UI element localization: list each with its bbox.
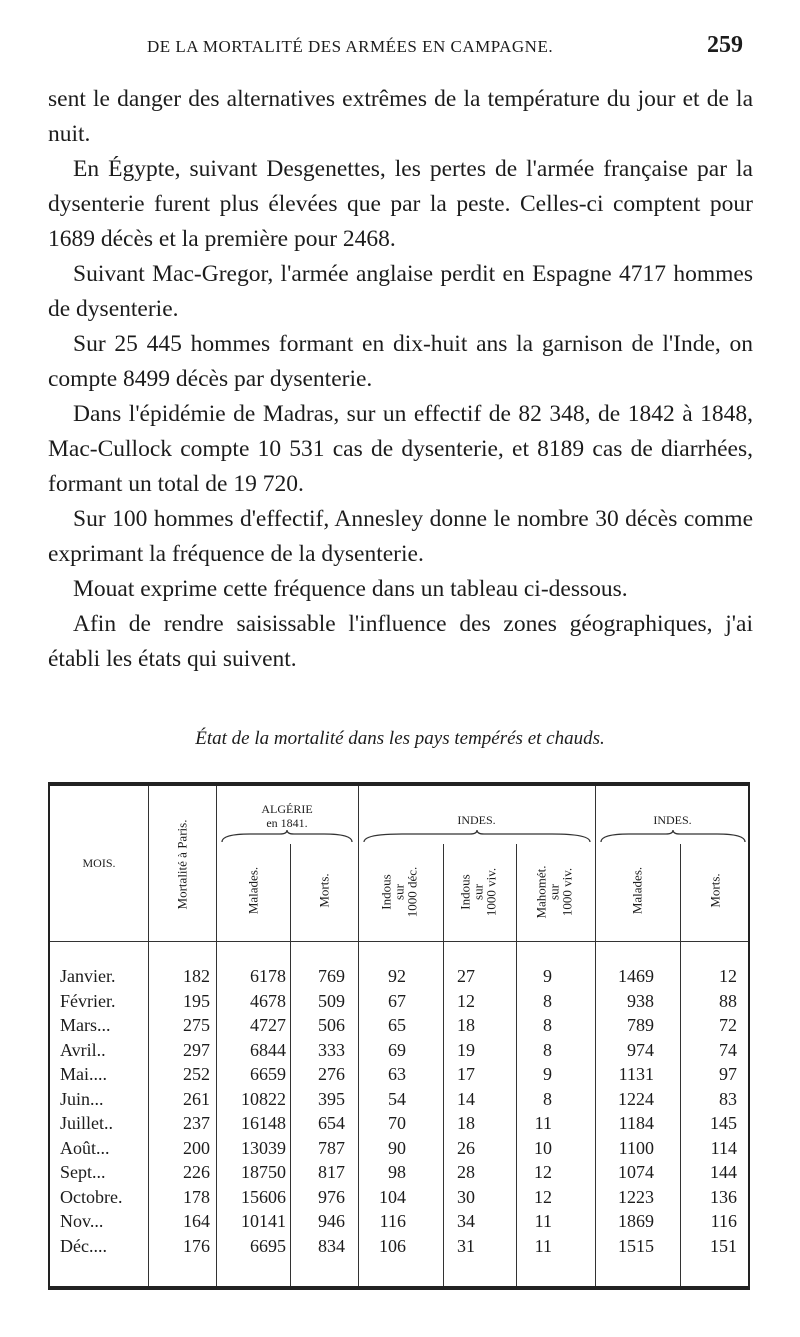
alg-morts-cell: 276 — [318, 1064, 345, 1084]
paris-cell: 226 — [183, 1162, 210, 1182]
header-line: 1000 viv. — [483, 867, 499, 917]
alg-malades-cell: 4678 — [250, 990, 286, 1011]
paris-cell: 176 — [183, 1235, 210, 1256]
indous-viv-cell: 17 — [457, 1064, 475, 1084]
mahomet-viv-cell: 11 — [534, 1235, 552, 1256]
header-line: Indous — [378, 874, 394, 910]
paragraph: Sur 25 445 hommes formant en dix-huit ans la garnison de l'Inde, on compte 8499 décès par dysenterie. — [48, 331, 753, 392]
alg-morts-cell: 769 — [318, 966, 345, 986]
alg-malades-cell: 10822 — [241, 1088, 286, 1109]
brace-icon — [599, 830, 747, 844]
header-line: 1000 déc. — [404, 866, 420, 918]
alg-morts-cell: 506 — [318, 1015, 345, 1035]
indes-malades-header: Malades. — [629, 866, 645, 915]
alg-malades-cell: 6178 — [250, 966, 286, 986]
mois-header: MOIS. — [82, 856, 116, 870]
indous-viv-cell: 19 — [457, 1039, 475, 1060]
alg-malades-cell: 4727 — [250, 1015, 286, 1035]
indes-morts-cell: 12 — [719, 966, 737, 986]
indous-dec-cell: 69 — [388, 1039, 406, 1060]
header-line: sur — [470, 884, 486, 900]
algerie-header — [216, 802, 358, 830]
indes-header-1: INDES. — [457, 813, 496, 827]
header-line: Indous — [457, 874, 473, 910]
month-cell: Janvier. — [60, 966, 116, 986]
mahomet-viv-cell: 8 — [543, 1015, 552, 1035]
month-cell: Février. — [60, 990, 116, 1011]
alg-morts-cell: 509 — [318, 990, 345, 1011]
table-row — [50, 1136, 748, 1160]
mahomet-viv-cell: 12 — [534, 1186, 552, 1207]
table-row — [50, 1111, 748, 1135]
header-line: Mahomét. — [533, 865, 549, 919]
mahomet-viv-header — [535, 850, 577, 935]
table-row — [50, 1038, 748, 1062]
indous-dec-header — [380, 850, 422, 935]
indes-malades-cell: 1223 — [618, 1186, 654, 1207]
paragraph: En Égypte, suivant Desgenettes, les pertes de l'armée française par la dysenterie furent plus élevées que par la peste. Celles-ci comptent pour 1689 décès et la première pour 2468. — [48, 156, 753, 252]
indes-malades-cell: 1100 — [618, 1137, 654, 1158]
mahomet-viv-cell: 11 — [534, 1211, 552, 1231]
indes-malades-cell: 1515 — [618, 1235, 654, 1256]
indous-viv-cell: 12 — [457, 990, 475, 1011]
indes-malades-cell: 1224 — [618, 1088, 654, 1109]
table-row — [50, 1087, 748, 1111]
paragraph: Mouat exprime cette fréquence dans un tableau ci-dessous. — [73, 576, 628, 602]
alg-morts-cell: 834 — [318, 1235, 345, 1256]
paris-header: Mortalité à Paris. — [174, 819, 190, 910]
mahomet-viv-cell: 9 — [543, 966, 552, 986]
mahomet-viv-cell: 12 — [534, 1162, 552, 1182]
indes-malades-cell: 1131 — [618, 1064, 654, 1084]
indous-dec-cell: 98 — [388, 1162, 406, 1182]
alg-morts-cell: 333 — [318, 1039, 345, 1060]
indous-viv-cell: 18 — [457, 1015, 475, 1035]
header-line: sur — [546, 884, 562, 900]
indous-viv-cell: 27 — [457, 966, 475, 986]
alg-morts-cell: 817 — [318, 1162, 345, 1182]
alg-malades-cell: 13039 — [241, 1137, 286, 1158]
alg-malades-cell: 6844 — [250, 1039, 286, 1060]
alg-morts-cell: 654 — [318, 1113, 345, 1133]
indes-malades-cell: 938 — [627, 990, 654, 1011]
indes-morts-cell: 74 — [719, 1039, 737, 1060]
header-line: sur — [391, 884, 407, 900]
mortality-table — [48, 782, 750, 1290]
alg-malades-cell: 16148 — [241, 1113, 286, 1133]
table-row — [50, 1209, 748, 1233]
indes-morts-cell: 83 — [719, 1088, 737, 1109]
month-cell: Juillet.. — [60, 1113, 113, 1133]
paris-cell: 237 — [183, 1113, 210, 1133]
paragraph: Suivant Mac-Gregor, l'armée anglaise perdit en Espagne 4717 hommes de dysenterie. — [48, 261, 753, 322]
mahomet-viv-cell: 8 — [543, 990, 552, 1011]
table-caption: État de la mortalité dans les pays tempérés et chauds. — [195, 728, 605, 749]
alg-malades-cell: 18750 — [241, 1162, 286, 1182]
alg-morts-cell: 946 — [318, 1211, 345, 1231]
indous-viv-header — [459, 850, 501, 935]
month-cell: Avril.. — [60, 1039, 106, 1060]
table-row — [50, 1160, 748, 1184]
indous-dec-cell: 104 — [379, 1186, 406, 1207]
paris-cell: 275 — [183, 1015, 210, 1035]
table-row — [50, 1185, 748, 1209]
month-cell: Nov... — [60, 1211, 104, 1231]
table-row — [50, 1062, 748, 1086]
alg-morts-cell: 976 — [318, 1186, 345, 1207]
paris-cell: 178 — [183, 1186, 210, 1207]
paris-cell: 164 — [183, 1211, 210, 1231]
header-rule — [50, 941, 748, 942]
paris-cell: 195 — [183, 990, 210, 1011]
month-cell: Sept... — [60, 1162, 106, 1182]
indous-dec-cell: 63 — [388, 1064, 406, 1084]
indes-malades-cell: 974 — [627, 1039, 654, 1060]
table-row — [50, 1234, 748, 1258]
indes-malades-cell: 1184 — [618, 1113, 654, 1133]
indous-viv-cell: 31 — [457, 1235, 475, 1256]
paragraph: sent le danger des alternatives extrêmes de la température du jour et de la nuit. — [48, 86, 753, 147]
indes-morts-cell: 145 — [710, 1113, 737, 1133]
indous-dec-cell: 70 — [388, 1113, 406, 1133]
indous-viv-cell: 14 — [457, 1088, 475, 1109]
alg-malades-header: Malades. — [245, 866, 261, 915]
paris-cell: 200 — [183, 1137, 210, 1158]
indous-dec-cell: 54 — [388, 1088, 406, 1109]
indous-dec-cell: 92 — [388, 966, 406, 986]
month-cell: Octobre. — [60, 1186, 123, 1207]
indous-dec-cell: 65 — [388, 1015, 406, 1035]
indes-morts-cell: 136 — [710, 1186, 737, 1207]
alg-morts-cell: 395 — [318, 1088, 345, 1109]
indes-morts-cell: 97 — [719, 1064, 737, 1084]
indous-viv-cell: 28 — [457, 1162, 475, 1182]
alg-morts-header: Morts. — [316, 873, 332, 908]
brace-icon — [220, 830, 354, 844]
paris-cell: 252 — [183, 1064, 210, 1084]
indes-morts-cell: 116 — [710, 1211, 737, 1231]
alg-morts-cell: 787 — [318, 1137, 345, 1158]
algerie-label: ALGÉRIE — [261, 802, 313, 816]
page-number: 259 — [707, 32, 743, 58]
paragraph: Dans l'épidémie de Madras, sur un effectif de 82 348, de 1842 à 1848, Mac-Cullock compte 10 531 cas de dysenterie, et 8189 cas de diarrhées, formant un total de 19 720. — [48, 401, 753, 497]
alg-malades-cell: 15606 — [241, 1186, 286, 1207]
month-cell: Mars... — [60, 1015, 111, 1035]
table-row — [50, 1013, 748, 1037]
month-cell: Juin... — [60, 1088, 104, 1109]
paragraph: Sur 100 hommes d'effectif, Annesley donne le nombre 30 décès comme exprimant la fréquence de la dysenterie. — [48, 506, 753, 567]
indes-morts-header: Morts. — [707, 873, 723, 908]
body-text — [48, 82, 753, 677]
mahomet-viv-cell: 11 — [534, 1113, 552, 1133]
month-cell: Déc.... — [60, 1235, 107, 1256]
indes-morts-cell: 114 — [710, 1137, 737, 1158]
indous-dec-cell: 67 — [388, 990, 406, 1011]
indous-viv-cell: 30 — [457, 1186, 475, 1207]
indous-dec-cell: 90 — [388, 1137, 406, 1158]
indes-malades-cell: 1074 — [618, 1162, 654, 1182]
indes-malades-cell: 789 — [627, 1015, 654, 1035]
paris-cell: 261 — [183, 1088, 210, 1109]
mahomet-viv-cell: 10 — [534, 1137, 552, 1158]
indes-malades-cell: 1869 — [618, 1211, 654, 1231]
mahomet-viv-cell: 8 — [543, 1088, 552, 1109]
alg-malades-cell: 10141 — [241, 1211, 286, 1231]
indes-morts-cell: 72 — [719, 1015, 737, 1035]
running-head: DE LA MORTALITÉ DES ARMÉES EN CAMPAGNE. — [147, 37, 554, 56]
indous-viv-cell: 34 — [457, 1211, 475, 1231]
indes-header-2: INDES. — [653, 813, 692, 827]
indous-viv-cell: 18 — [457, 1113, 475, 1133]
month-cell: Mai.... — [60, 1064, 107, 1084]
paris-cell: 297 — [183, 1039, 210, 1060]
indous-viv-cell: 26 — [457, 1137, 475, 1158]
indous-dec-cell: 116 — [379, 1211, 406, 1231]
algerie-year: en 1841. — [266, 816, 308, 830]
table-row — [50, 964, 748, 988]
indes-malades-cell: 1469 — [618, 966, 654, 986]
indes-morts-cell: 88 — [719, 990, 737, 1011]
alg-malades-cell: 6659 — [250, 1064, 286, 1084]
alg-malades-cell: 6695 — [250, 1235, 286, 1256]
table-row — [50, 989, 748, 1013]
mahomet-viv-cell: 9 — [543, 1064, 552, 1084]
indous-dec-cell: 106 — [379, 1235, 406, 1256]
header-line: 1000 viv. — [559, 867, 575, 917]
paragraph: Afin de rendre saisissable l'influence des zones géographiques, j'ai établi les états qui suivent. — [48, 611, 753, 672]
indes-morts-cell: 144 — [710, 1162, 737, 1182]
indes-morts-cell: 151 — [710, 1235, 737, 1256]
brace-icon — [362, 830, 592, 844]
paris-cell: 182 — [183, 966, 210, 986]
mahomet-viv-cell: 8 — [543, 1039, 552, 1060]
month-cell: Août... — [60, 1137, 110, 1158]
